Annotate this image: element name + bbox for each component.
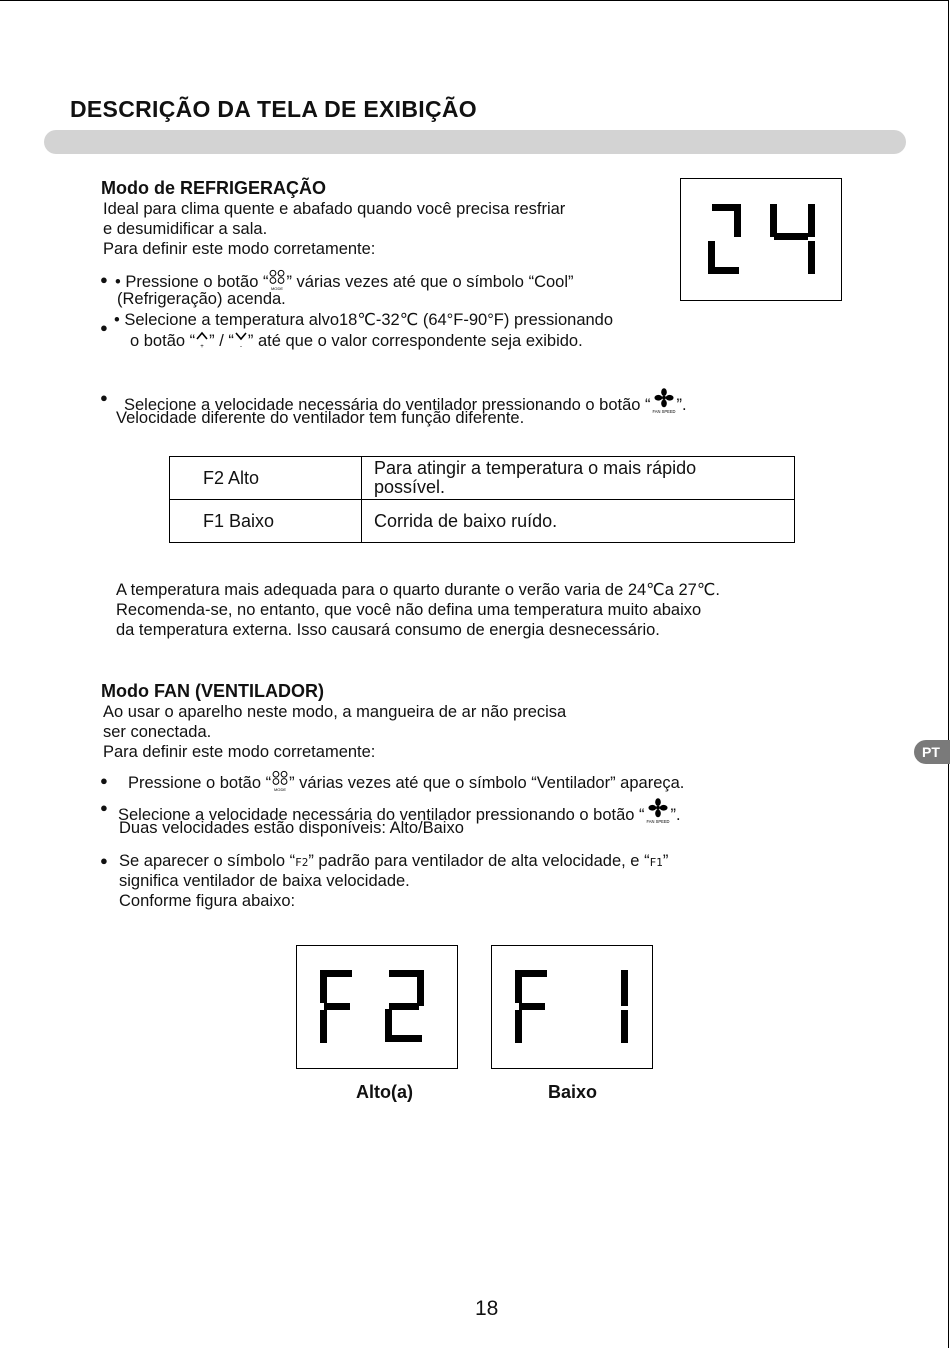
cool-intro-line-1: Ideal para clima quente e abafado quando você precisa resfriar [103, 200, 566, 218]
advice-line-1: A temperatura mais adequada para o quarto durante o verão varia de 24℃a 27℃. [116, 581, 720, 599]
speed-cell: F2 Alto [170, 457, 362, 500]
bullet-dot: ● [100, 853, 108, 868]
text: Se aparecer o símbolo “ [119, 852, 296, 870]
f1-display [491, 945, 653, 1069]
up-icon-label: + [200, 344, 204, 350]
cool-bullet-3-line-2: Velocidade diferente do ventilador tem função diferente. [116, 409, 525, 427]
fan-bullet-1 [128, 770, 684, 797]
bullet-dot: ● [100, 800, 108, 815]
page-title: DESCRIÇÃO DA TELA DE EXIBIÇÃO [70, 96, 477, 122]
fan-speed-button-icon [651, 388, 677, 419]
text: ” várias vezes até que o símbolo “Ventilador” apareça. [289, 774, 685, 792]
down-icon-label: - [239, 344, 242, 350]
mode-icon-label: MODE [271, 285, 284, 291]
text: ”. [670, 806, 681, 824]
fan-icon-label: FAN SPEED [645, 818, 670, 824]
language-badge: PT [914, 740, 950, 764]
cool-bullet-2-line-1: • Selecione a temperatura alvo18℃-32℃ (64°F-90°F) pressionando [114, 311, 614, 329]
text: Selecione a velocidade necessária do ventilador pressionando o botão “ [118, 806, 645, 824]
text: ” [662, 852, 669, 870]
text: ” padrão para ventilador de alta velocidade, e “ [308, 852, 650, 870]
mode-icon-label: MODE [274, 786, 287, 792]
speed-cell: F1 Baixo [170, 500, 362, 543]
desc-cell: Para atingir a temperatura o mais rápido possível. [362, 457, 795, 500]
page-number: 18 [475, 1297, 499, 1320]
mode-button-icon [271, 770, 289, 797]
desc-cell: Corrida de baixo ruído. [362, 500, 795, 543]
bullet-dot: ● [100, 272, 108, 287]
up-button-icon [195, 330, 209, 355]
advice-line-3: da temperatura externa. Isso causará consumo de energia desnecessário. [116, 621, 660, 639]
title-underline-bar [44, 130, 906, 154]
bullet-dot: ● [100, 773, 108, 788]
page-frame-right [948, 0, 949, 1348]
cool-bullet-1-line-2: (Refrigeração) acenda. [117, 290, 286, 308]
page-frame-top [0, 0, 948, 1]
text: ” / “ [209, 332, 234, 350]
fan-bullet-3 [119, 851, 668, 873]
text: ” várias vezes até que o símbolo “Cool” [286, 273, 574, 291]
f1-inline-symbol: F1 [649, 856, 663, 869]
text: Selecione a velocidade necessária do ventilador pressionando o botão “ [124, 396, 651, 414]
f2-display [296, 945, 458, 1069]
text: ” até que o valor correspondente seja exibido. [247, 332, 583, 350]
fan-intro-line-2: ser conectada. [103, 723, 212, 741]
text: ”. [676, 396, 687, 414]
f2-caption: Alto(a) [356, 1082, 413, 1102]
cool-mode-heading: Modo de REFRIGERAÇÃO [101, 178, 326, 198]
fan-bullet-3-line-3: Conforme figura abaixo: [119, 892, 296, 910]
table-row [170, 457, 795, 500]
fan-speed-button-icon [645, 798, 671, 829]
fan-mode-heading: Modo FAN (VENTILADOR) [101, 681, 324, 701]
cool-bullet-2-line-2 [130, 330, 583, 355]
f1-caption: Baixo [548, 1082, 598, 1102]
lcd-digits-f1 [492, 946, 652, 1068]
fan-speed-table [169, 456, 795, 543]
cool-intro-line-3: Para definir este modo corretamente: [103, 240, 376, 258]
table-row [170, 500, 795, 543]
lcd-digits-f2 [297, 946, 457, 1068]
advice-line-2: Recomenda-se, no entanto, que você não defina uma temperatura muito abaixo [116, 601, 702, 619]
fan-bullet-2-line-2: Duas velocidades estão disponíveis: Alto/Baixo [119, 819, 464, 837]
bullet-dot: ● [100, 390, 108, 405]
down-button-icon [234, 330, 248, 355]
fan-bullet-3-line-2: significa ventilador de baixa velocidade. [119, 872, 410, 890]
fan-intro-line-3: Para definir este modo corretamente: [103, 743, 376, 761]
f2-inline-symbol: F2 [295, 856, 309, 869]
fan-intro-line-1: Ao usar o aparelho neste modo, a mangueira de ar não precisa [103, 703, 567, 721]
text: o botão “ [130, 332, 196, 350]
text: Pressione o botão “ [128, 774, 272, 792]
cool-temperature-display [680, 178, 842, 301]
fan-icon-label: FAN SPEED [651, 408, 676, 414]
text: • Pressione o botão “ [115, 273, 269, 291]
cool-intro-line-2: e desumidificar a sala. [103, 220, 268, 238]
bullet-dot: ● [100, 320, 108, 335]
lcd-digits-24 [681, 179, 841, 300]
